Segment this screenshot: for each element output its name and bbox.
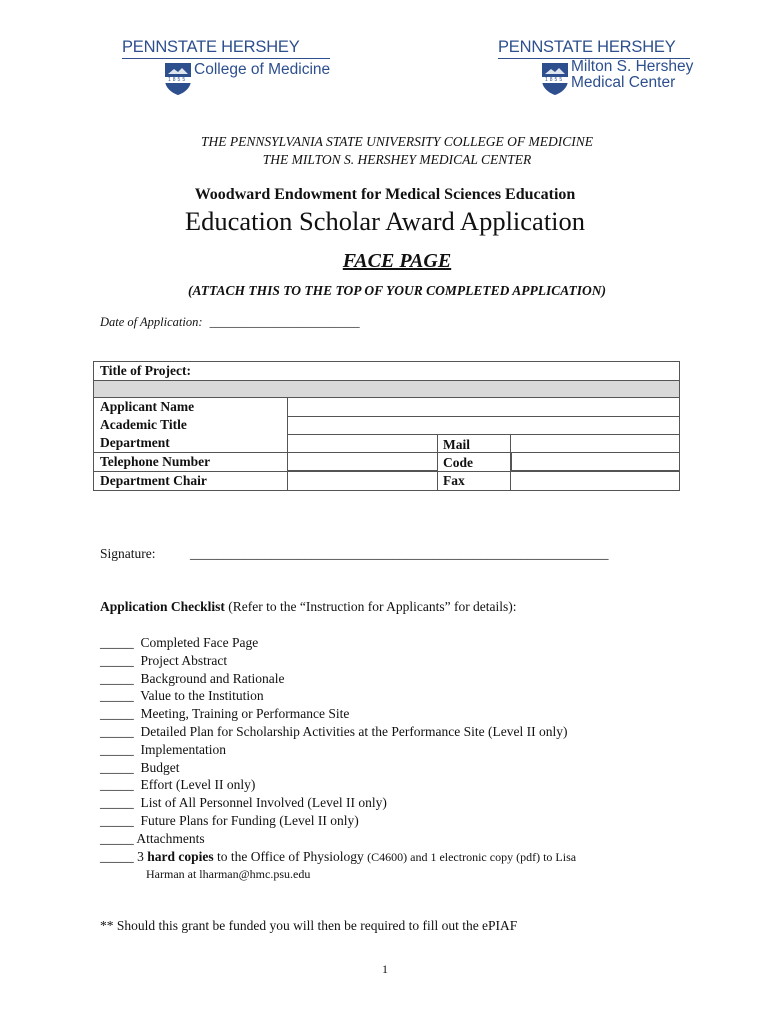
logo-wordmark: PENNSTATE HERSHEY <box>122 38 300 56</box>
date-label: Date of Application: <box>100 315 203 329</box>
applicant-info-labels <box>94 398 288 453</box>
checkbox-blank[interactable]: _____ <box>100 670 134 686</box>
shield-year: 1855 <box>545 77 565 83</box>
department-label: Department <box>100 435 170 450</box>
institution-line-2: THE MILTON S. HERSHEY MEDICAL CENTER <box>262 152 532 167</box>
fax-label: Fax <box>443 473 465 488</box>
checkbox-blank[interactable]: _____ <box>100 706 134 722</box>
checklist-item: _____ List of All Personnel Involved (Level II only) <box>100 795 387 811</box>
checklist-item-copies: _____ 3 hard copies to the Office of Physiology (C4600) and 1 electronic copy (pdf) to Lisa <box>100 848 577 864</box>
applicant-info-table <box>93 361 680 491</box>
applicant-name-label: Applicant Name <box>100 399 195 414</box>
logo-college-of-medicine <box>122 38 332 98</box>
checklist <box>100 634 576 884</box>
checkbox-blank[interactable]: _____ <box>100 777 134 793</box>
checklist-copies-line2: Harman at lharman@hmc.psu.edu <box>146 867 311 882</box>
shield-year: 1855 <box>168 77 188 83</box>
checklist-item-attachments: _____ Attachments <box>100 830 205 846</box>
attach-instruction: (ATTACH THIS TO THE TOP OF YOUR COMPLETED APPLICATION) <box>187 283 607 298</box>
checklist-item: _____ Budget <box>100 759 180 775</box>
department-chair-field[interactable] <box>288 472 680 491</box>
checkbox-blank[interactable]: _____ <box>100 635 134 650</box>
title-of-project-field[interactable] <box>94 381 680 398</box>
checkbox-blank[interactable]: _____ <box>100 830 134 846</box>
checkbox-blank[interactable]: _____ <box>100 688 134 704</box>
checklist-item: _____ Implementation <box>100 741 226 757</box>
checklist-heading: Application Checklist (Refer to the “Instruction for Applicants” for details): <box>100 599 517 614</box>
checkbox-blank[interactable]: _____ <box>100 759 134 775</box>
telephone-label: Telephone Number <box>94 453 288 472</box>
logo-subtitle-line1: Milton S. Hershey <box>571 58 694 75</box>
mail-code-label: Mail Code Fax <box>443 437 473 488</box>
checklist-item: _____ Detailed Plan for Scholarship Activities at the Performance Site (Level II only) <box>100 723 568 739</box>
epiaf-note: ** Should this grant be funded you will then be required to fill out the ePIAF <box>100 918 518 933</box>
telephone-field[interactable] <box>288 453 438 472</box>
checkbox-blank[interactable]: _____ <box>100 848 134 864</box>
applicant-name-field[interactable] <box>288 398 680 453</box>
institution-line-1: THE PENNSYLVANIA STATE UNIVERSITY COLLEGE OF MEDICINE <box>200 134 593 149</box>
checkbox-blank[interactable]: _____ <box>100 723 134 739</box>
department-chair-label: Department Chair <box>94 472 288 491</box>
logo-subtitle: College of Medicine <box>194 61 331 78</box>
logo-subtitle-line2: Medical Center <box>571 74 676 91</box>
signature-line[interactable]: ______________________________________________________________ <box>190 546 609 561</box>
endowment-heading: Woodward Endowment for Medical Sciences Education <box>194 186 576 203</box>
checklist-item: _____ Completed Face Page <box>100 635 259 650</box>
title-of-project-label: Title of Project: <box>94 362 680 381</box>
checklist-item: _____ Meeting, Training or Performance Site <box>100 706 350 722</box>
checklist-item: _____ Effort (Level II only) <box>100 777 256 793</box>
checklist-item: _____ Background and Rationale <box>100 670 285 686</box>
checkbox-blank[interactable]: _____ <box>100 795 134 811</box>
checkbox-blank[interactable]: _____ <box>100 652 134 668</box>
logo-medical-center <box>498 38 698 98</box>
signature-label: Signature: <box>100 546 156 561</box>
checkbox-blank[interactable]: _____ <box>100 741 134 757</box>
academic-title-label: Academic Title <box>100 417 187 432</box>
fax-field[interactable] <box>512 453 680 472</box>
date-of-application <box>100 315 360 330</box>
page-number: 1 <box>382 962 388 976</box>
checkbox-blank[interactable]: _____ <box>100 812 134 828</box>
checklist-item: _____ Project Abstract <box>100 652 228 668</box>
checklist-item: _____ Value to the Institution <box>100 688 264 704</box>
face-page-heading: FACE PAGE <box>342 250 452 272</box>
date-input-blank[interactable]: ________________________ <box>209 315 360 329</box>
checklist-item: _____ Future Plans for Funding (Level II only) <box>100 812 359 828</box>
page-title: Education Scholar Award Application <box>184 206 586 236</box>
logo-wordmark: PENNSTATE HERSHEY <box>498 38 676 56</box>
